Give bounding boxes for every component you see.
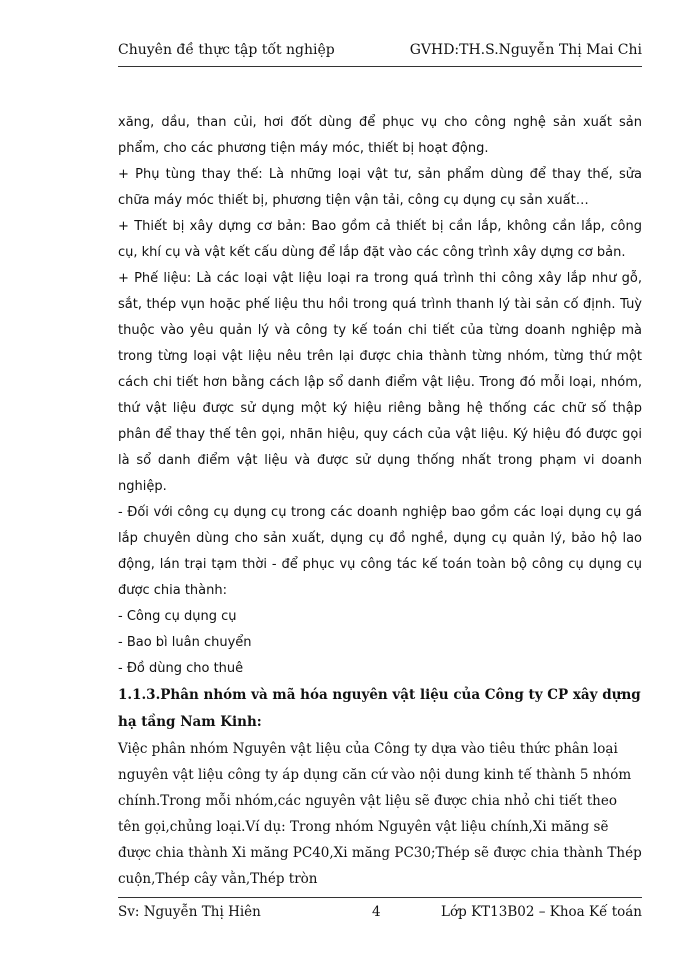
list-item: - Bao bì luân chuyển [118,635,252,650]
header-title: Chuyên đề thực tập tốt nghiệp [118,42,335,58]
paragraph-fuel: xăng, dầu, than củi, hơi đốt dùng để phục vụ cho công nghệ sản xuất sản phẩm, cho các phương tiện máy móc, thiết bị hoạt động. [118,115,642,156]
paragraph-scrap: + Phế liệu: Là các loại vật liệu loại ra trong quá trình thi công xây lắp như gỗ, sắt, thép vụn hoặc phế liệu thu hồi trong quá trình thanh lý tài sản cố định. Tuỳ thuộc vào yêu quản lý và công ty kế toán chi tiết của từng doanh nghiệp mà trong từng loại vật liệu nêu trên lại được chia thành từng nhóm, từng thứ một cách chi tiết hơn bằng cách lập sổ danh điểm vật liệu. Trong đó mỗi loại, nhóm, thứ vật liệu được sử dụng một ký hiệu riêng bằng hệ thống các chữ số thập phân để thay thế tên gọi, nhãn hiệu, quy cách của vật liệu. Ký hiệu đó được gọi là sổ danh điểm vật liệu và được sử dụng thống nhất trong phạm vi doanh nghiệp. [118,271,642,494]
paragraph-construction-equipment: + Thiết bị xây dựng cơ bản: Bao gồm cả thiết bị cần lắp, không cần lắp, công cụ, khí cụ và vật kết cấu dùng để lắp đặt vào các công trình xây dựng cơ bản. [118,219,642,260]
page-header [118,40,642,67]
footer-student: Sv: Nguyễn Thị Hiên [118,904,261,920]
page-footer [118,897,642,928]
document-body [118,110,642,892]
header-advisor: GVHD:TH.S.Nguyễn Thị Mai Chi [409,42,642,58]
page-number: 4 [372,904,381,920]
footer-class: Lớp KT13B02 – Khoa Kế toán [441,904,642,920]
paragraph-classification: Việc phân nhóm Nguyên vật liệu của Công ty dựa vào tiêu thức phân loại nguyên vật liệu công ty áp dụng căn cứ vào nội dung kinh tế thành 5 nhóm chính.Trong mỗi nhóm,các nguyên vật liệu sẽ được chia nhỏ chi tiết theo tên gọi,chủng loại.Ví dụ: Trong nhóm Nguyên vật liệu chính,Xi măng sẽ được chia thành Xi măng PC40,Xi măng PC30;Thép sẽ được chia thành Thép cuộn,Thép cây vằn,Thép tròn [118,741,642,887]
list-item: - Công cụ dụng cụ [118,609,237,624]
list-item: - Đồ dùng cho thuê [118,661,244,676]
section-heading: 1.1.3.Phân nhóm và mã hóa nguyên vật liệu của Công ty CP xây dựng hạ tầng Nam Kinh: [118,687,641,730]
paragraph-tools: - Đối với công cụ dụng cụ trong các doanh nghiệp bao gồm các loại dụng cụ gá lắp chuyên dùng cho sản xuất, dụng cụ đồ nghề, dụng cụ quản lý, bảo hộ lao động, lán trại tạm thời - để phục vụ công tác kế toán toàn bộ công cụ dụng cụ được chia thành: [118,505,642,598]
paragraph-spare-parts: + Phụ tùng thay thế: Là những loại vật tư, sản phẩm dùng để thay thế, sửa chữa máy móc thiết bị, phương tiện vận tải, công cụ dụng cụ sản xuất… [118,167,642,208]
